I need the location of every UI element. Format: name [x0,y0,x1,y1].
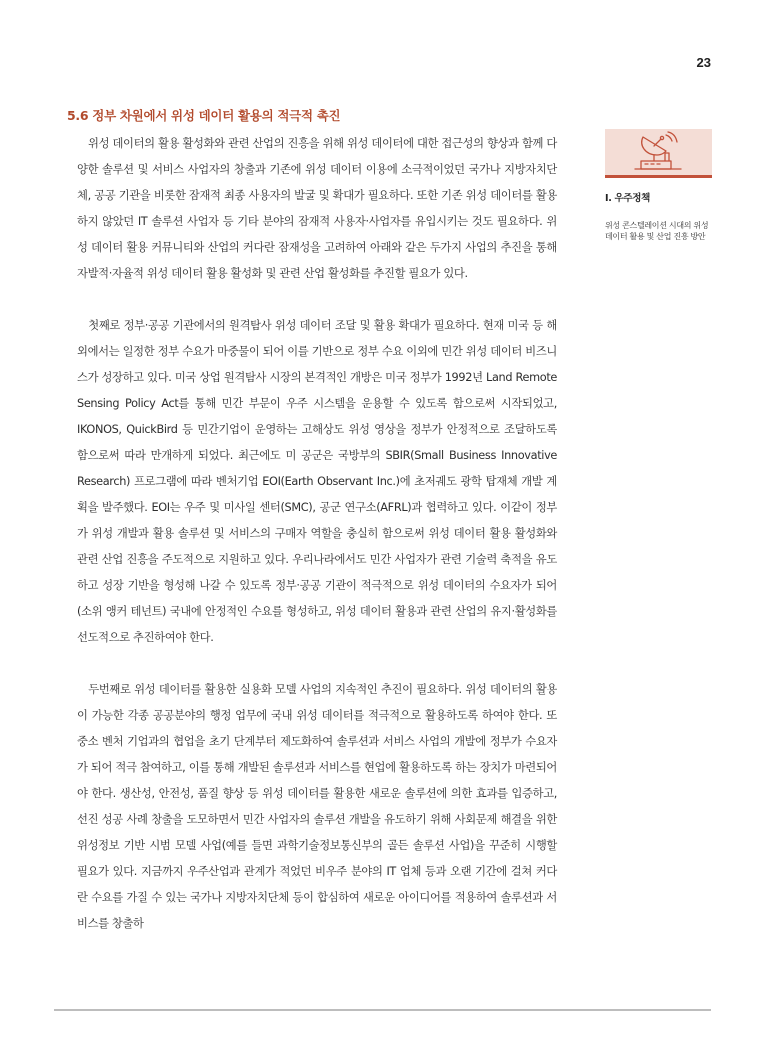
satellite-dish-icon [633,131,683,173]
paragraph-spacer [77,651,557,677]
body-paragraph-2: 첫째로 정부·공공 기관에서의 원격탐사 위성 데이터 조달 및 활용 확대가 필요하다. 현재 미국 등 해외에서는 일정한 정부 수요가 마중물이 되어 이를 기반으로 정부 수요 이외에 민간 위성 데이터 비즈니스가 성장하고 있다. 미국 상업 원격탐사 시장의 본격적인 개방은 미국 정부가 1992년 Land Remote Sensing Policy Act를 통해 민간 부문이 우주 시스템을 운용할 수 있도록 함으로써 시작되었고, IKONOS, QuickBird 등 민간기업이 운영하는 고해상도 위성 영상을 정부가 안정적으로 조달하도록 함으로써 따라 만개하게 되었다. 최근에도 미 공군은 국방부의 SBIR(Small Business Innovative Research) 프로그램에 따라 벤처기업 EOI(Earth Observant Inc.)에 초저궤도 광학 탑재체 개발 계획을 발주했다. EOI는 우주 및 미사일 센터(SMC), 공군 연구소(AFRL)과 협력하고 있다. 이같이 정부가 위성 개발과 활용 솔루션 및 서비스의 구매자 역할을 충실히 함으로써 위성 데이터 활용 활성화와 관련 산업 진흥을 주도적으로 지원하고 있다. 우리나라에서도 민간 사업자가 관련 기술력 축적을 유도하고 성장 기반을 형성해 나갈 수 있도록 정부·공공 기관이 적극적으로 위성 데이터의 수요자가 되어(소위 앵커 테넌트) 국내에 안정적인 수요를 형성하고, 위성 데이터 활용과 관련 산업의 유지·활성화를 선도적으로 추진하여야 한다. [77,319,557,644]
page-number: 23 [696,55,711,70]
footer-divider [54,1009,711,1011]
sidebar-illustration [605,129,712,178]
sidebar [605,129,713,242]
sidebar-subtitle: 위성 콘스텔레이션 시대의 위성 데이터 활용 및 산업 진흥 방안 [605,221,709,241]
paragraph-spacer [77,287,557,313]
body-paragraph-1: 위성 데이터의 활용 활성화와 관련 산업의 진흥을 위해 위성 데이터에 대한 접근성의 향상과 함께 다양한 솔루션 및 서비스 사업자의 창출과 기존에 위성 데이터 이용에 소극적이었던 국가나 지방자치단체, 공공 기관을 비롯한 잠재적 최종 사용자의 발굴 및 확대가 필요하다. 또한 기존 위성 데이터를 활용하지 않았던 IT 솔루션 사업자 등 기타 분야의 잠재적 사용자·사업자를 유입시키는 것도 필요하다. 위성 데이터 활용 커뮤니티와 산업의 커다란 잠재성을 고려하여 아래와 같은 두가지 사업의 추진을 통해 자발적·자율적 위성 데이터 활용 활성화 및 관련 산업 활성화를 추진할 필요가 있다. [77,137,557,280]
main-content [67,106,557,937]
sidebar-section-label: I. 우주정책 [605,193,651,204]
body-paragraph-3: 두번째로 위성 데이터를 활용한 실용화 모델 사업의 지속적인 추진이 필요하다. 위성 데이터의 활용이 가능한 각종 공공분야의 행정 업무에 국내 위성 데이터를 적극적으로 활용하도록 하여야 한다. 또 중소 벤처 기업과의 협업을 초기 단계부터 제도화하여 솔루션과 서비스 사업의 개발에 정부가 수요자가 되어 적극 참여하고, 이를 통해 개발된 솔루션과 서비스를 현업에 활용하도록 하는 장치가 마련되어야 한다. 생산성, 안전성, 품질 향상 등 위성 데이터를 활용한 새로운 솔루션에 의한 효과를 입증하고, 선진 성공 사례 창출을 도모하면서 민간 사업자의 솔루션 개발을 유도하기 위해 사회문제 해결을 위한 위성정보 기반 시범 모델 사업(예를 들면 과학기술정보통신부의 골든 솔루션 사업)을 꾸준히 시행할 필요가 있다. 지금까지 우주산업과 관계가 적었던 비우주 분야의 IT 업체 등과 오랜 기간에 걸쳐 커다란 수요를 가질 수 있는 국가나 지방자치단체 등이 합심하여 새로운 아이디어를 적용하여 솔루션과 서비스를 창출하 [77,683,557,930]
section-title: 5.6 정부 차원에서 위성 데이터 활용의 적극적 촉진 [67,108,341,123]
